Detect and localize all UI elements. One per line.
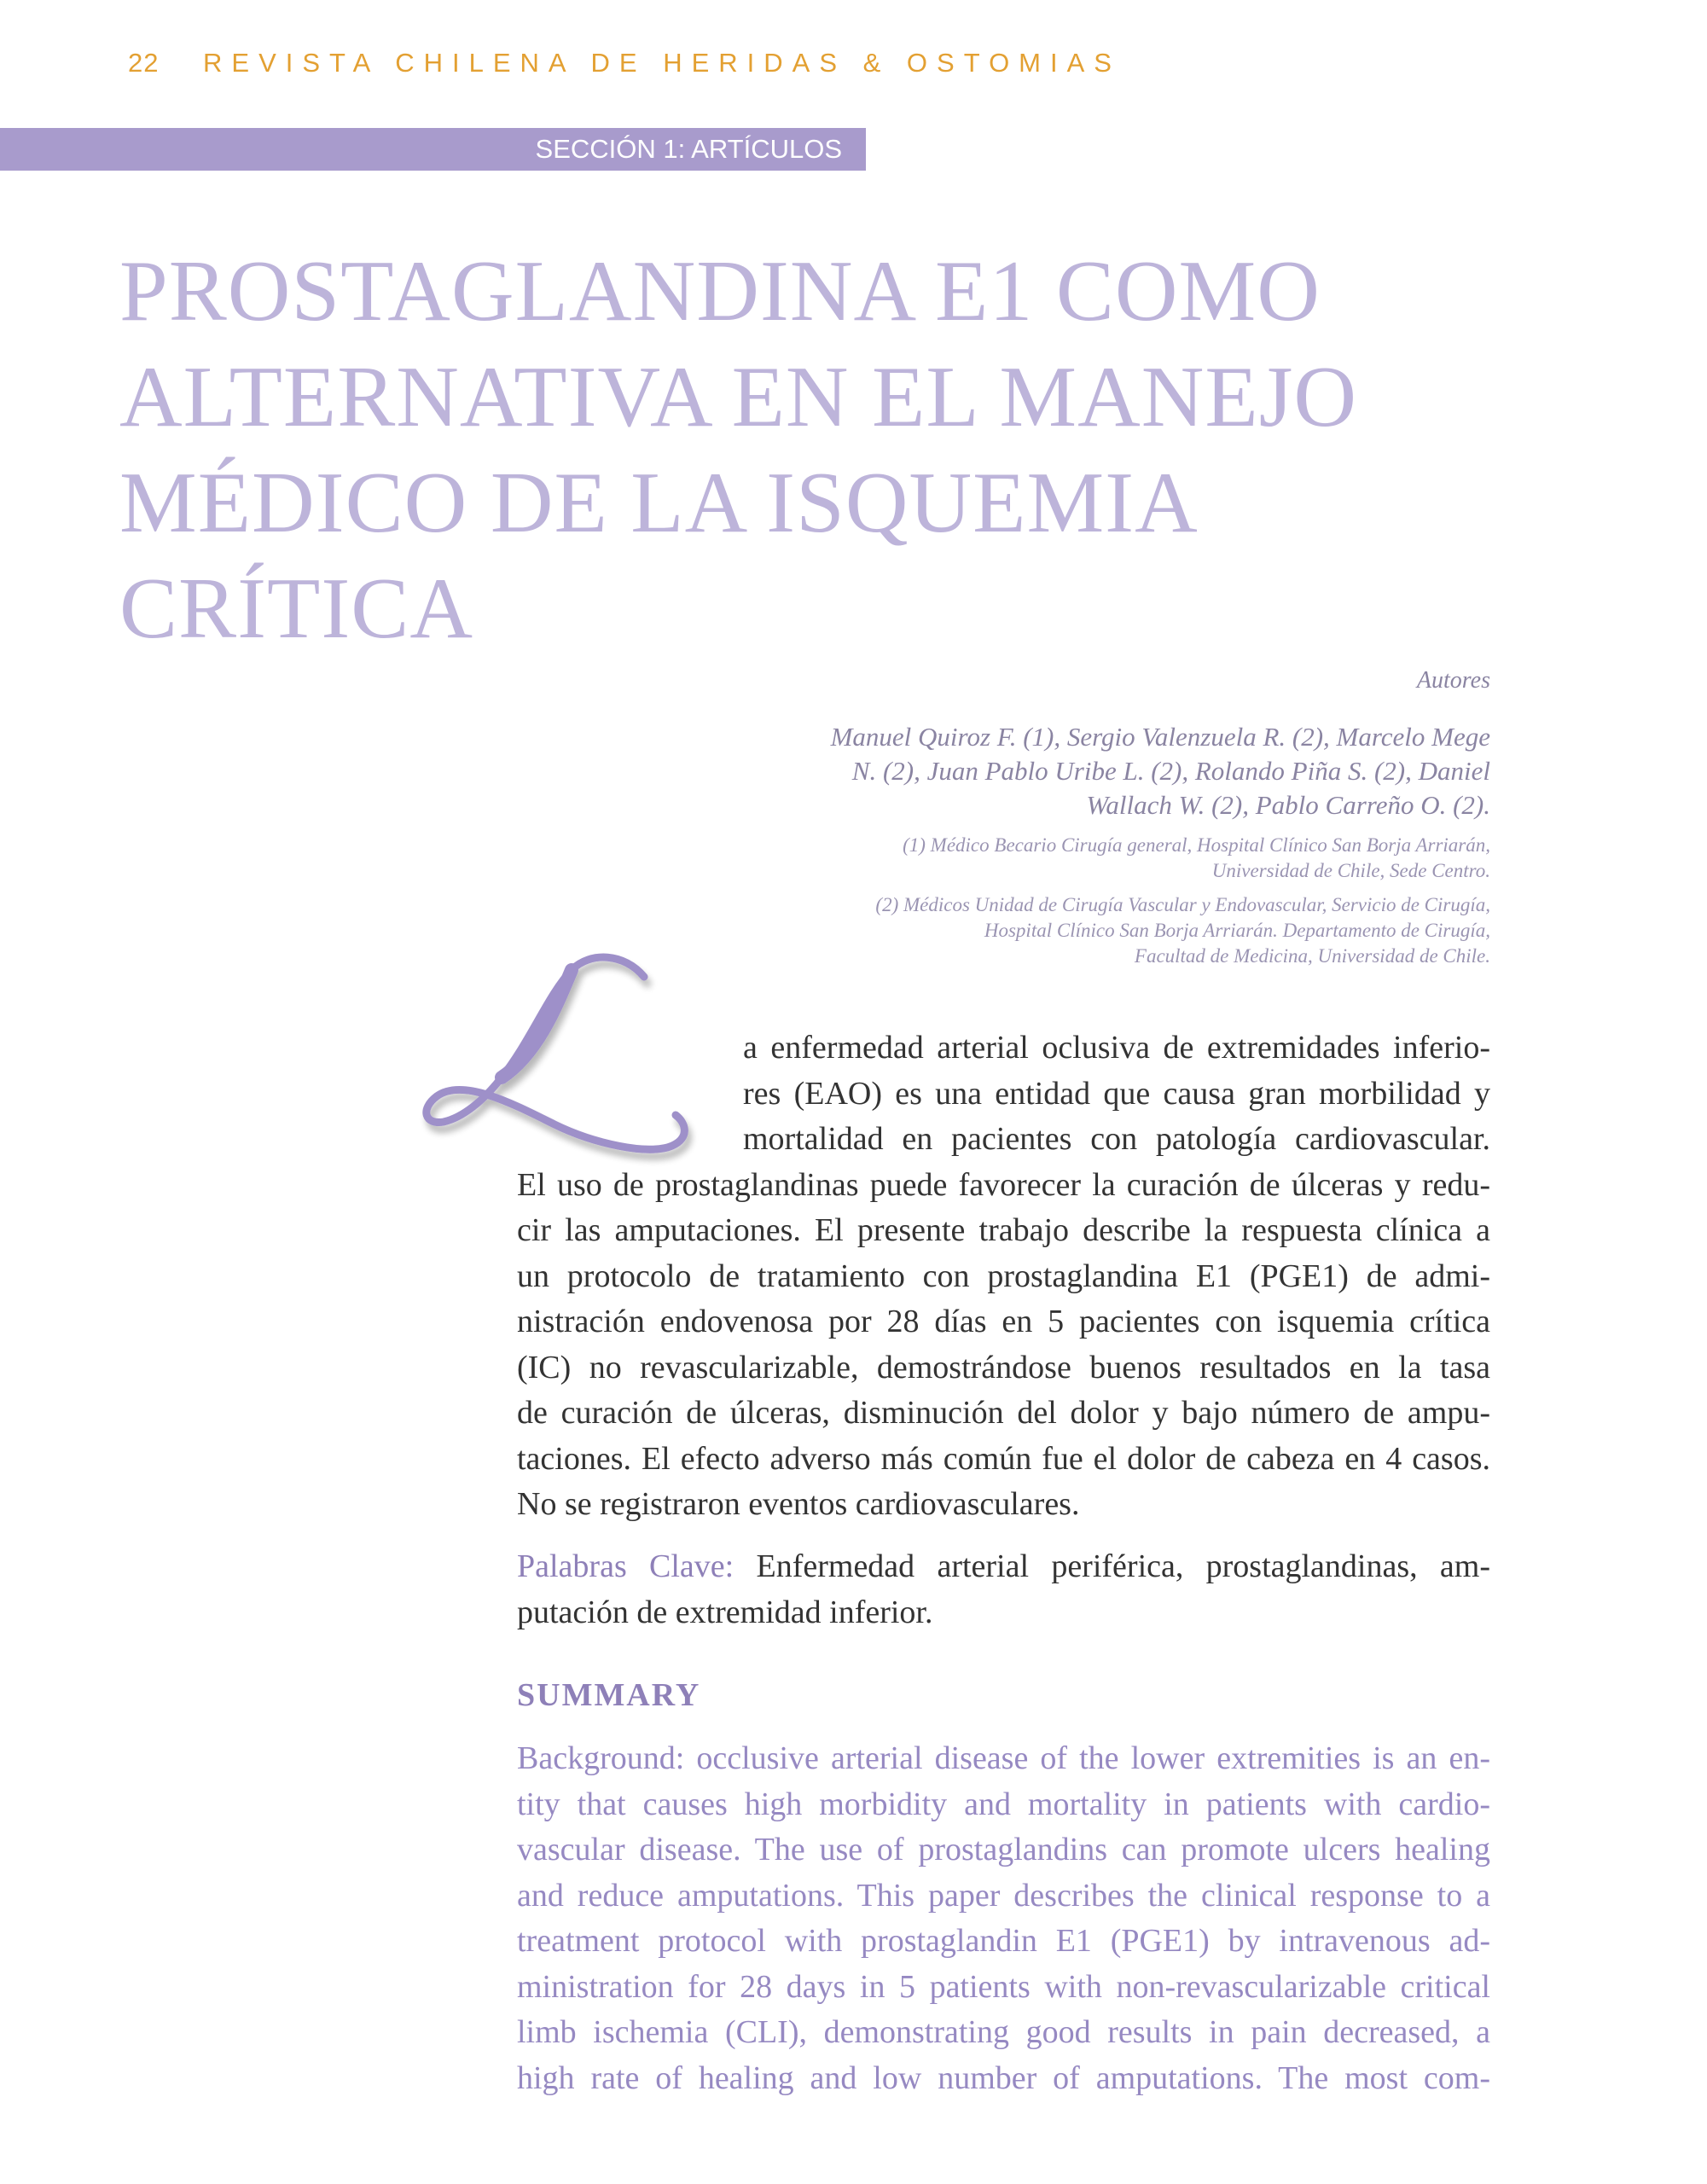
abstract-line: cir las amputaciones. El presente trabajo describe la respuesta clínica a bbox=[517, 1212, 1490, 1248]
abstract-line: res (EAO) es una entidad que causa gran morbilidad y bbox=[743, 1075, 1490, 1112]
authors-line: Wallach W. (2), Pablo Carreño O. (2). bbox=[1086, 790, 1490, 820]
keywords-label: Palabras Clave: bbox=[517, 1548, 734, 1584]
summary-line: ministration for 28 days in 5 patients with non-revascularizable critical bbox=[517, 1968, 1490, 2005]
authors-names bbox=[637, 720, 1490, 822]
authors-line: Manuel Quiroz F. (1), Sergio Valenzuela R. (2), Marcelo Mege bbox=[830, 722, 1490, 752]
summary-line: tity that causes high morbidity and mortality in patients with cardio- bbox=[517, 1786, 1490, 1822]
affiliation-2 bbox=[637, 892, 1490, 969]
affiliation-line: Hospital Clínico San Borja Arriarán. Departamento de Cirugía, bbox=[984, 920, 1490, 941]
abstract-line: a enfermedad arterial oclusiva de extremidades inferio- bbox=[743, 1030, 1490, 1066]
title-line: PROSTAGLANDINA E1 COMO bbox=[119, 243, 1321, 340]
summary-line: Background: occlusive arterial disease of the lower extremities is an en- bbox=[517, 1740, 1490, 1776]
title-line: ALTERNATIVA EN EL MANEJO bbox=[119, 349, 1358, 445]
affiliation-line: (2) Médicos Unidad de Cirugía Vascular y Endovascular, Servicio de Cirugía, bbox=[875, 894, 1490, 915]
authors-line: N. (2), Juan Pablo Uribe L. (2), Rolando Piña S. (2), Daniel bbox=[851, 756, 1490, 786]
abstract-line: taciones. El efecto adverso más común fue el dolor de cabeza en 4 casos. bbox=[517, 1440, 1490, 1477]
journal-name: REVISTA CHILENA DE HERIDAS & OSTOMIAS bbox=[203, 48, 1121, 78]
keywords bbox=[517, 1544, 1490, 1635]
summary-line: high rate of healing and low number of amputations. The most com- bbox=[517, 2059, 1490, 2096]
summary-heading: SUMMARY bbox=[517, 1677, 701, 1713]
summary-line: and reduce amputations. This paper describes the clinical response to a bbox=[517, 1877, 1490, 1914]
summary-line: vascular disease. The use of prostaglandins can promote ulcers healing bbox=[517, 1832, 1490, 1867]
summary-line: treatment protocol with prostaglandin E1 (PGE1) by intravenous ad- bbox=[517, 1923, 1490, 1959]
abstract-line: de curación de úlceras, disminución del dolor y bajo número de ampu- bbox=[517, 1395, 1490, 1431]
section-band bbox=[0, 128, 866, 171]
article-title bbox=[119, 239, 1570, 662]
keywords-text: Enfermedad arterial periférica, prostaglandinas, am- bbox=[756, 1548, 1490, 1584]
section-label: SECCIÓN 1: ARTÍCULOS bbox=[535, 134, 842, 164]
title-line: CRÍTICA bbox=[119, 561, 473, 657]
abstract-line: El uso de prostaglandinas puede favorecer la curación de úlceras y redu- bbox=[517, 1166, 1490, 1203]
abstract-line: nistración endovenosa por 28 días en 5 pacientes con isquemia crítica bbox=[517, 1304, 1490, 1339]
abstract-line: un protocolo de tratamiento con prostaglandina E1 (PGE1) de admi- bbox=[517, 1258, 1490, 1294]
affiliation-1 bbox=[637, 833, 1490, 884]
authors-block bbox=[637, 664, 1490, 978]
affiliation-line: (1) Médico Becario Cirugía general, Hospital Clínico San Borja Arriarán, bbox=[903, 834, 1490, 856]
abstract-line: mortalidad en pacientes con patología cardiovascular. bbox=[743, 1121, 1490, 1157]
abstract-line: No se registraron eventos cardiovasculares. bbox=[517, 1486, 1080, 1522]
abstract-line: (IC) no revascularizable, demostrándose buenos resultados en la tasa bbox=[517, 1349, 1490, 1385]
page-number: 22 bbox=[128, 48, 160, 78]
abstract-body bbox=[517, 1025, 1490, 1528]
affiliation-line: Facultad de Medicina, Universidad de Chile. bbox=[1134, 945, 1490, 967]
title-line: MÉDICO DE LA ISQUEMIA bbox=[119, 455, 1199, 551]
authors-heading: Autores bbox=[1416, 667, 1490, 694]
keywords-line bbox=[517, 1544, 1490, 1590]
summary-line: limb ischemia (CLI), demonstrating good results in pain decreased, a bbox=[517, 2014, 1490, 2050]
summary-body bbox=[517, 1736, 1490, 2101]
running-header bbox=[0, 44, 1121, 82]
keywords-line: putación de extremidad inferior. bbox=[517, 1594, 933, 1630]
affiliation-line: Universidad de Chile, Sede Centro. bbox=[1211, 860, 1490, 881]
